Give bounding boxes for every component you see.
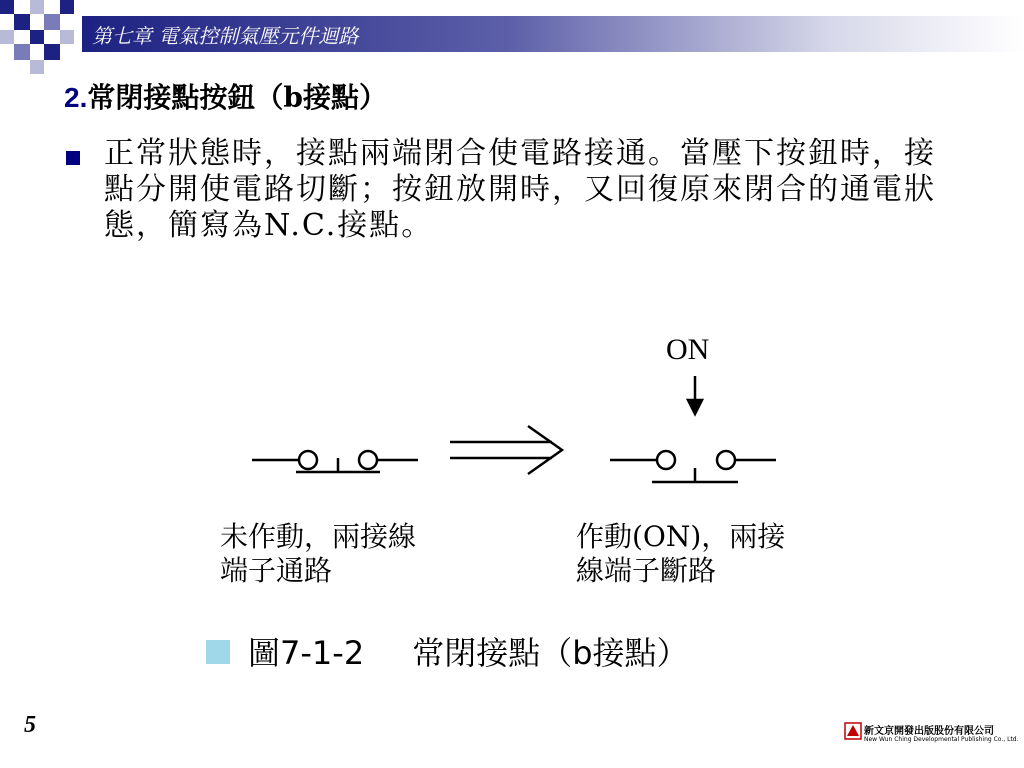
decorative-square <box>14 14 30 30</box>
publisher-logo-icon <box>844 722 862 740</box>
publisher-english-name: New Wun Ching Developmental Publishing Co., Ltd. <box>864 736 1019 743</box>
figure-number: 圖7-1-2 <box>248 634 365 672</box>
page-number: 5 <box>24 712 36 738</box>
released-caption-line-2: 端子通路 <box>220 554 333 587</box>
actuated-caption-line-1: 作動(ON)，兩接 <box>576 520 786 553</box>
decorative-square <box>44 14 60 30</box>
figure-caption <box>248 628 689 674</box>
released-caption-line-1: 未作動，兩接線 <box>220 520 417 553</box>
square-bullet-icon <box>66 151 80 165</box>
decorative-square <box>30 0 44 14</box>
figure-title: 常閉接點（b接點） <box>412 634 689 672</box>
decorative-square <box>60 30 74 44</box>
decorative-square <box>0 0 14 14</box>
decorative-square <box>30 30 44 44</box>
section-title <box>64 76 387 116</box>
decorative-square <box>30 60 44 74</box>
chapter-title: 第七章 電氣控制氣壓元件迴路 <box>92 24 359 48</box>
decorative-square <box>14 44 30 60</box>
decorative-square <box>44 44 60 60</box>
nc-contact-symbol-released <box>252 451 418 472</box>
actuated-caption-line-2: 線端子斷路 <box>576 554 717 587</box>
section-heading: 常閉接點按鈕（b接點） <box>87 81 387 114</box>
actuated-caption <box>576 520 785 588</box>
decorative-square <box>0 30 14 44</box>
on-label: ON <box>666 333 710 366</box>
section-number: 2. <box>64 82 88 113</box>
decorative-square <box>60 0 74 14</box>
publisher-name: 新文京開發出版股份有限公司 <box>864 726 994 737</box>
nc-contact-diagram <box>240 330 800 500</box>
press-arrow <box>688 376 702 414</box>
body-paragraph: 正常狀態時，接點兩端閉合使電路接通。當壓下按鈕時，接點分開使電路切斷；按鈕放開時，又回復原來閉合的通電狀態，簡寫為N.C.接點。 <box>104 136 936 243</box>
figure-bullet-icon <box>206 640 230 664</box>
released-caption <box>220 520 416 588</box>
nc-contact-symbol-actuated <box>610 451 776 482</box>
transition-arrow <box>450 426 562 474</box>
